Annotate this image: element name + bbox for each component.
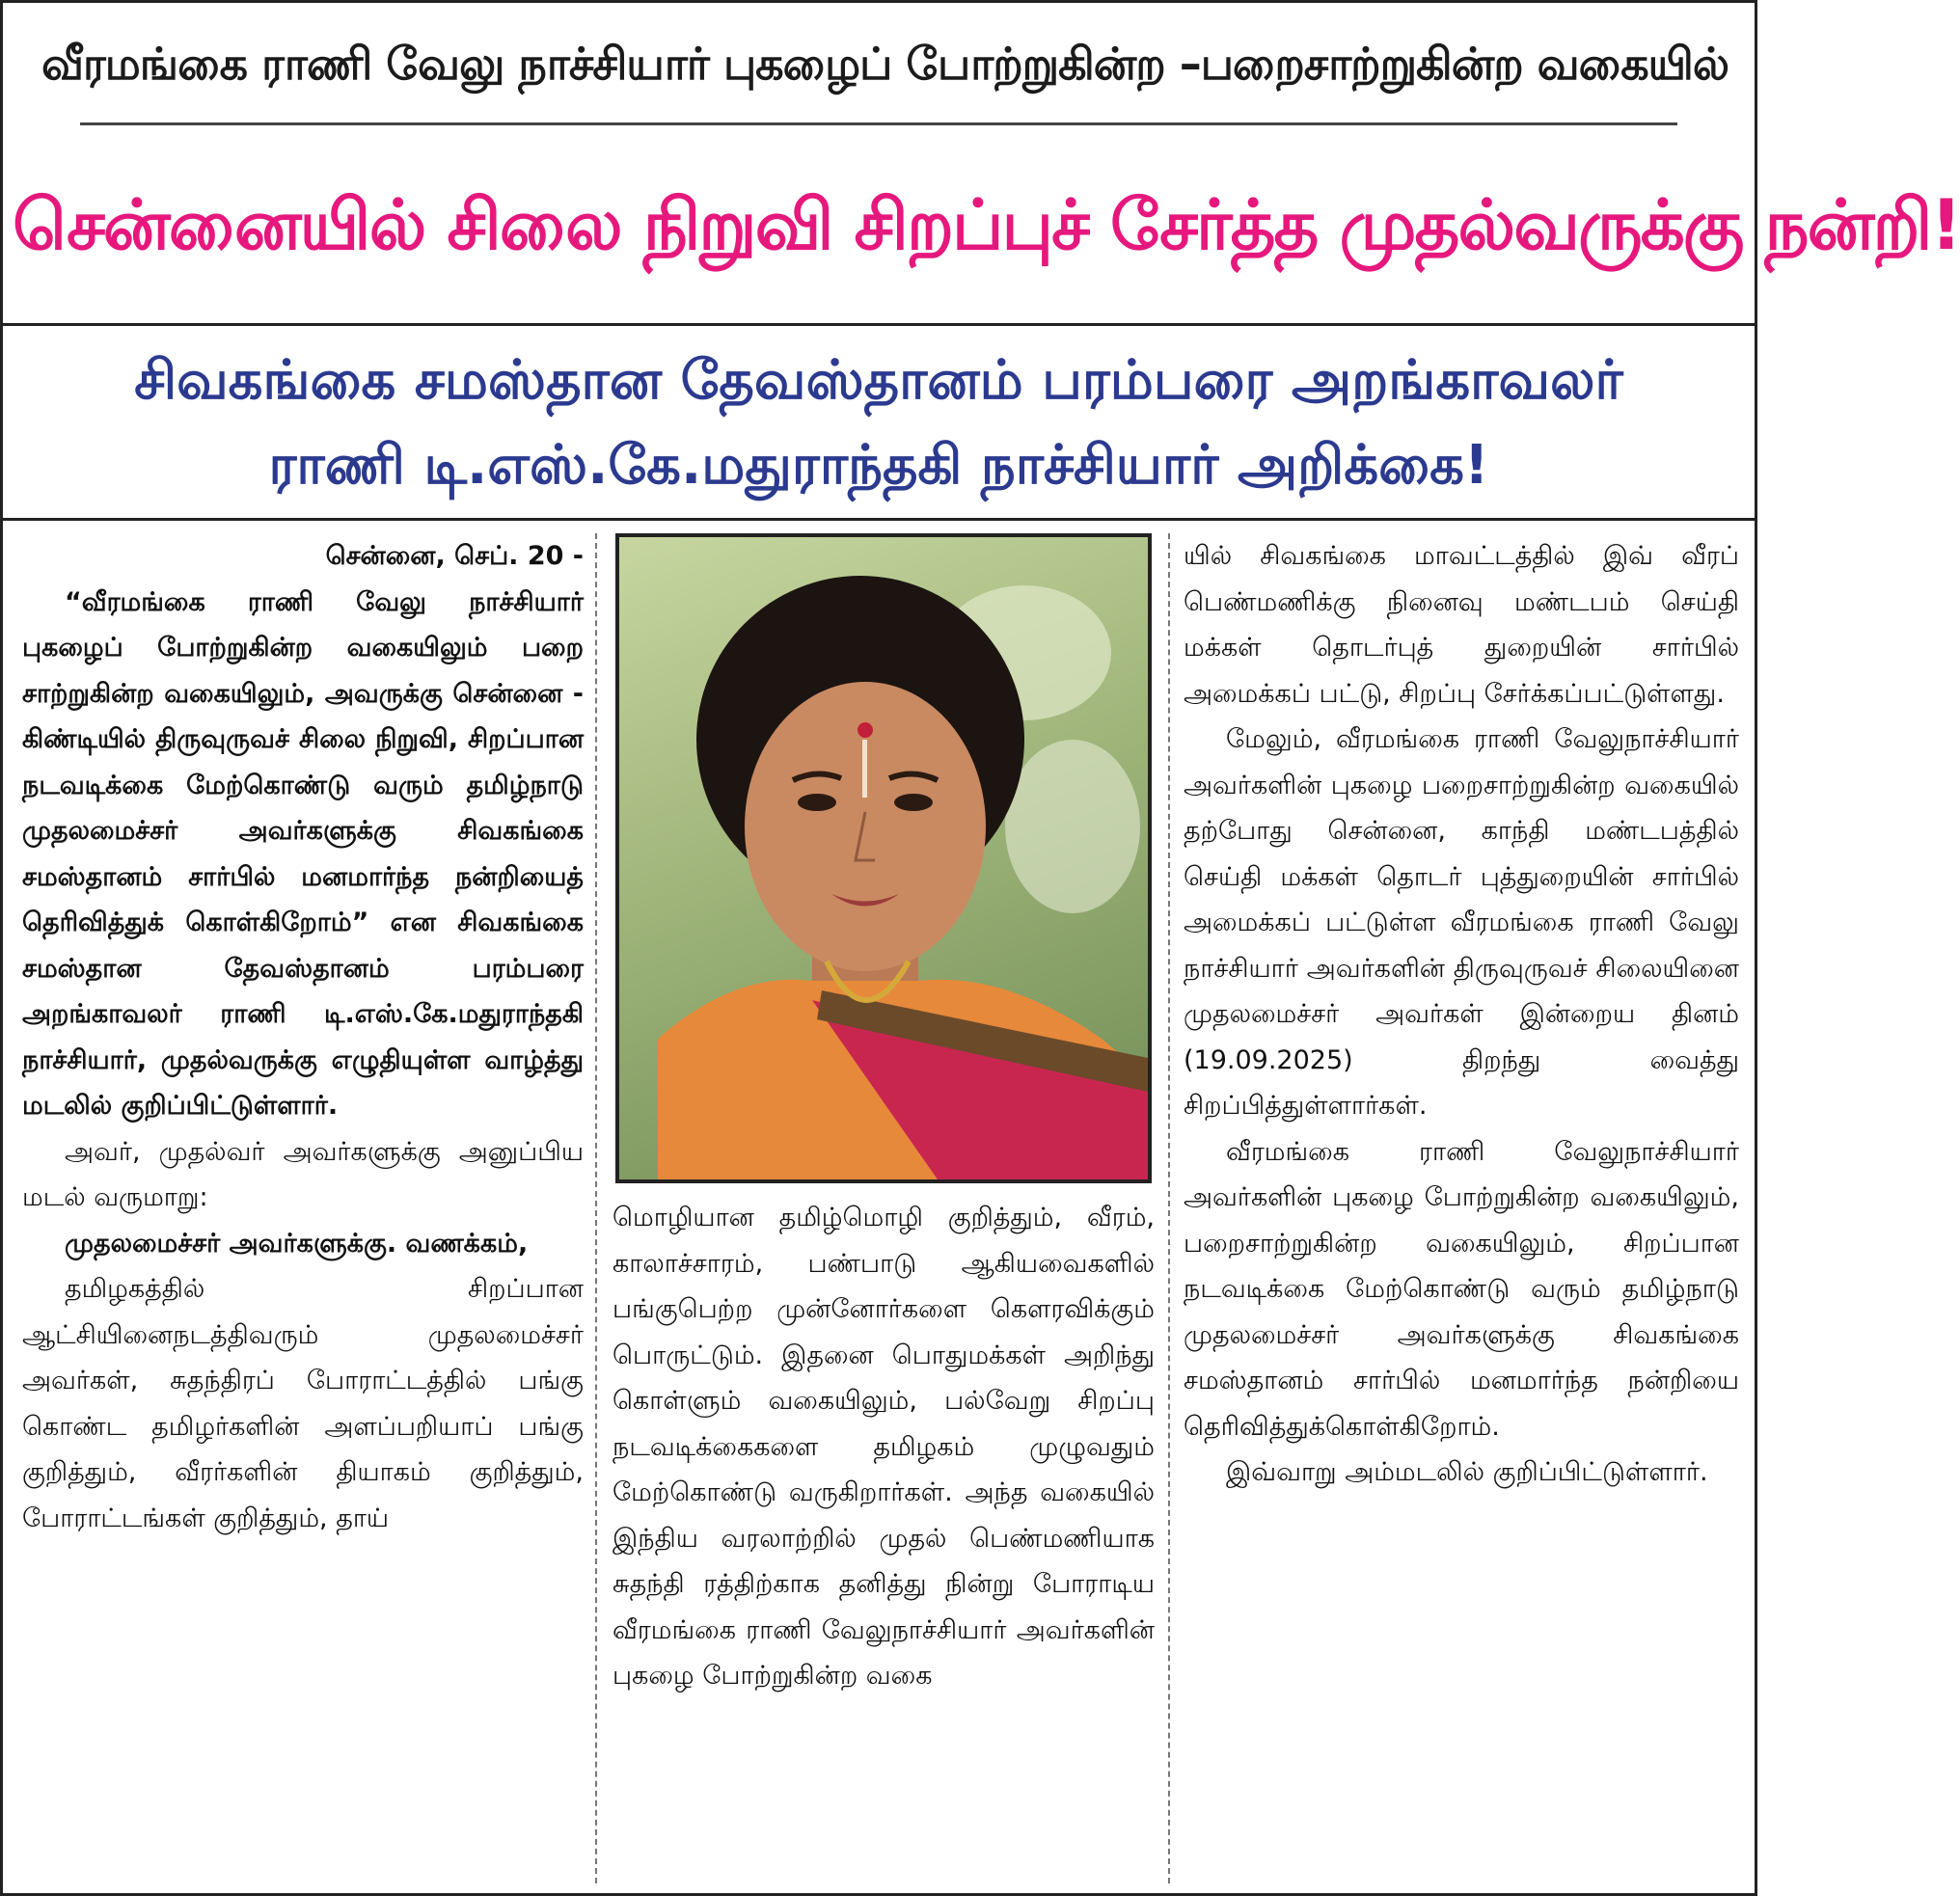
portrait-photo — [615, 533, 1152, 1183]
paragraph: மொழியான தமிழ்மொழி குறித்தும், வீரம், காலாச்சாரம், பண்பாடு ஆகியவைகளில் பங்குபெற்ற முன்னோர்களை கௌரவிக்கும் பொருட்டும். இதனை பொதுமக்கள் அறிந்து கொள்ளும் வகையிலும், பல்வேறு சிறப்பு நடவடிக்கைகளை தமிழகம் முழுவதும் மேற்கொண்டு வருகிறார்கள். அந்த வகையில் இந்திய வரலாற்றில் முதல் பெண்மணியாக சுதந்தி ரத்திற்காக தனித்து நின்று போராடிய வீரமங்கை ராணி வேலுநாச்சியார் அவர்களின் புகழை போற்றுகின்ற வகை — [612, 1203, 1155, 1691]
main-headline: சென்னையில் சிலை நிறுவி சிறப்புச் சேர்த்த முதல்வருக்கு நன்றி! — [13, 184, 1960, 265]
paragraph: இவ்வாறு அம்மடலில் குறிப்பிட்டுள்ளார். — [1226, 1457, 1708, 1487]
kicker-line: வீரமங்கை ராணி வேலு நாச்சியார் புகழைப் போற்றுகின்ற –பறைசாற்றுகின்ற வகையில் — [41, 38, 1729, 90]
paragraph: வீரமங்கை ராணி வேலுநாச்சியார் அவர்களின் புகழை போற்றுகின்ற வகையிலும், பறைசாற்றுகின்ற வகையிலும், சிறப்பான நடவடிக்கை மேற்கொண்டு வரும் தமிழ்நாடு முதலமைச்சர் அவர்களுக்கு சிவகங்கை சமஸ்தானம் சார்பில் மனமார்ந்த நன்றியை தெரிவித்துக்கொள்கிறோம். — [1184, 1136, 1739, 1442]
paragraph: அவர், முதல்வர் அவர்களுக்கு அனுப்பிய மடல் வருமாறு: — [22, 1136, 584, 1212]
portrait-photo-icon — [619, 537, 1148, 1179]
paragraph: மேலும், வீரமங்கை ராணி வேலுநாச்சியார் அவர்களின் புகழை பறைசாற்றுகின்ற வகையில் தற்போது சென்னை, காந்தி மண்டபத்தில் செய்தி மக்கள் தொடர் புத்துறையின் சார்பில் அமைக்கப் பட்டுள்ள வீரமங்கை ராணி வேலு நாச்சியார் அவர்களின் திருவுருவச் சிலையினை முதலமைச்சர் அவர்கள் இன்றைய தினம் (19.09.2025) திறந்து வைத்து சிறப்பித்துள்ளார்கள். — [1184, 724, 1739, 1121]
column-divider — [595, 533, 597, 1883]
subhead-line-1: சிவகங்கை சமஸ்தான தேவஸ்தானம் பரம்பரை அறங்காவலர் — [134, 349, 1623, 412]
paragraph: “வீரமங்கை ராணி வேலு நாச்சியார் புகழைப் போற்றுகின்ற வகையிலும் பறை சாற்றுகின்ற வகையிலும், அவருக்கு சென்னை - கிண்டியில் திருவுருவச் சிலை நிறுவி, சிறப்பான நடவடிக்கை மேற்கொண்டு வரும் தமிழ்நாடு முதலமைச்சர் அவர்களுக்கு சிவகங்கை சமஸ்தானம் சார்பில் மனமார்ந்த நன்றியைத் தெரிவித்துக் கொள்கிறோம்” என சிவகங்கை சமஸ்தான தேவஸ்தானம் பரம்பரை அறங்காவலர் ராணி டி.எஸ்.கே.மதுராந்தகி நாச்சியார், முதல்வருக்கு எழுதியுள்ள வாழ்த்து மடலில் குறிப்பிட்டுள்ளார். — [22, 586, 584, 1121]
article-column-3 — [1184, 533, 1739, 1883]
paragraph: யில் சிவகங்கை மாவட்டத்தில் இவ் வீரப் பெண்மணிக்கு நினைவு மண்டபம் செய்தி மக்கள் தொடர்புத் துறையின் சார்பில் அமைக்கப் பட்டு, சிறப்பு சேர்க்கப்பட்டுள்ளது. — [1184, 541, 1739, 709]
article-column-1 — [22, 533, 584, 1883]
subhead-line-2: ராணி டி.எஸ்.கே.மதுராந்தகி நாச்சியார் அறிக்கை! — [268, 434, 1489, 497]
article-column-2 — [612, 533, 1155, 1883]
dateline: சென்னை, செப். 20 - — [325, 541, 584, 571]
paragraph: தமிழகத்தில் சிறப்பான ஆட்சியினைநடத்திவரும் முதலமைச்சர் அவர்கள், சுதந்திரப் போராட்டத்தில் பங்கு கொண்ட தமிழர்களின் அளப்பறியாப் பங்கு குறித்தும், வீரர்களின் தியாகம் குறித்தும், போராட்டங்கள் குறித்தும், தாய் — [22, 1274, 584, 1533]
kicker-divider — [80, 122, 1677, 125]
header-block — [3, 3, 1960, 326]
salutation: முதலமைச்சர் அவர்களுக்கு. வணக்கம், — [65, 1228, 529, 1259]
column-divider — [1168, 533, 1170, 1883]
subhead-block — [3, 326, 1755, 521]
